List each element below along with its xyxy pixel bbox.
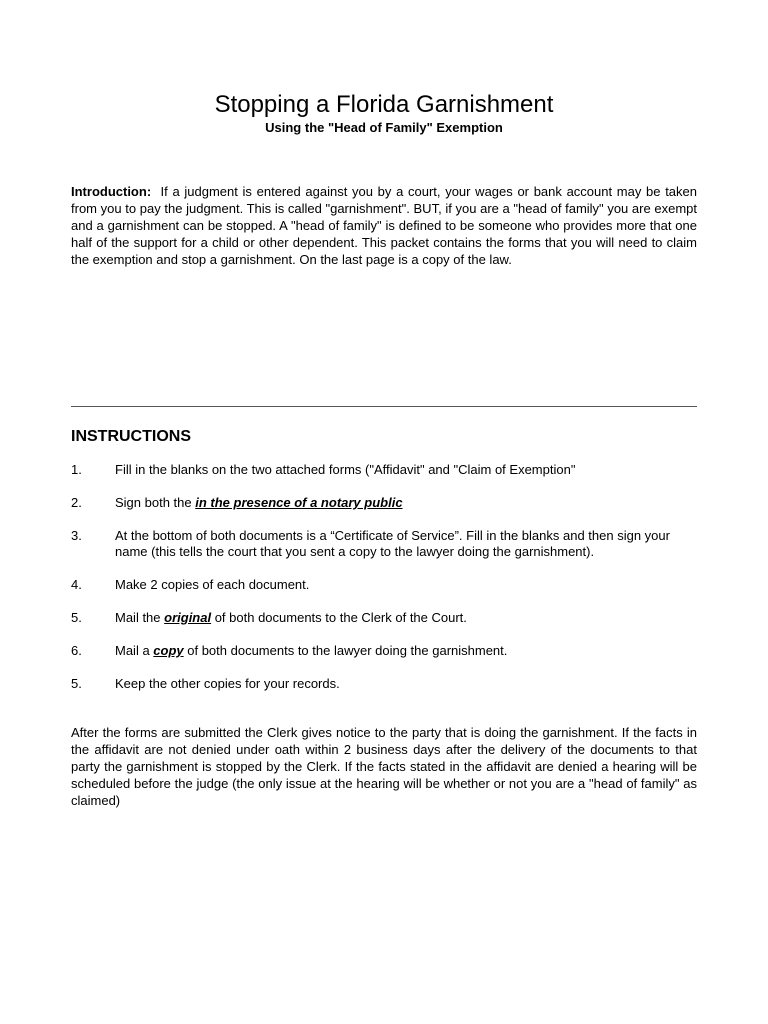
- introduction-lead: Introduction:: [71, 184, 152, 199]
- instruction-step: [71, 528, 697, 560]
- step-emphasis: original: [164, 610, 212, 625]
- step-text: Keep the other copies for your records.: [115, 676, 340, 691]
- step-text-after: of both documents to the lawyer doing the garnishment.: [183, 643, 508, 658]
- instructions-list: [71, 462, 697, 709]
- step-emphasis: in the presence of a notary public: [195, 495, 403, 510]
- instruction-step: [71, 462, 697, 478]
- instructions-heading: INSTRUCTIONS: [71, 428, 191, 445]
- step-text: Mail the: [115, 610, 165, 625]
- step-number: 5.: [71, 610, 82, 625]
- instruction-step: [71, 610, 697, 626]
- step-number: 1.: [71, 462, 82, 477]
- step-emphasis: copy: [153, 643, 184, 658]
- step-text: At the bottom of both documents is a “Certificate of Service”. Fill in the blanks and then sign your name (this tells the court that you sent a copy to the lawyer doing the garnishment).: [115, 528, 670, 559]
- instruction-step: [71, 577, 697, 593]
- step-number: 6.: [71, 643, 82, 658]
- step-text: Fill in the blanks on the two attached forms ("Affidavit" and "Claim of Exemption": [115, 462, 576, 477]
- step-text: Make 2 copies of each document.: [115, 577, 310, 592]
- document-subtitle: Using the "Head of Family" Exemption: [265, 120, 503, 135]
- document-title: Stopping a Florida Garnishment: [214, 91, 554, 118]
- section-divider: [71, 406, 697, 407]
- introduction-paragraph: [71, 183, 697, 268]
- step-number: 2.: [71, 495, 82, 510]
- closing-paragraph: After the forms are submitted the Clerk gives notice to the party that is doing the garnishment. If the facts in the affidavit are not denied under oath within 2 business days after the delivery of the documents to that party the garnishment is stopped by the Clerk. If the facts stated in the affidavit are denied a hearing will be scheduled before the judge (the only issue at the hearing will be whether or not you are a "head of family" as claimed): [71, 725, 697, 808]
- step-text: Mail a: [115, 643, 154, 658]
- step-number: 4.: [71, 577, 82, 592]
- step-text-after: of both documents to the Clerk of the Court.: [211, 610, 467, 625]
- instruction-step: [71, 643, 697, 659]
- step-text: Sign both the: [115, 495, 196, 510]
- introduction-body: If a judgment is entered against you by a court, your wages or bank account may be taken from you to pay the judgment. This is called "garnishment". BUT, if you are a "head of family" you are exempt and a garnishment can be stopped. A "head of family" is defined to be someone who provides more that one half of the support for a child or other dependent. This packet contains the forms that you will need to claim the exemption and stop a garnishment. On the last page is a copy of the law.: [71, 184, 697, 267]
- step-number: 5.: [71, 676, 82, 691]
- instruction-step: [71, 495, 697, 511]
- instruction-step: [71, 676, 697, 692]
- step-number: 3.: [71, 528, 82, 543]
